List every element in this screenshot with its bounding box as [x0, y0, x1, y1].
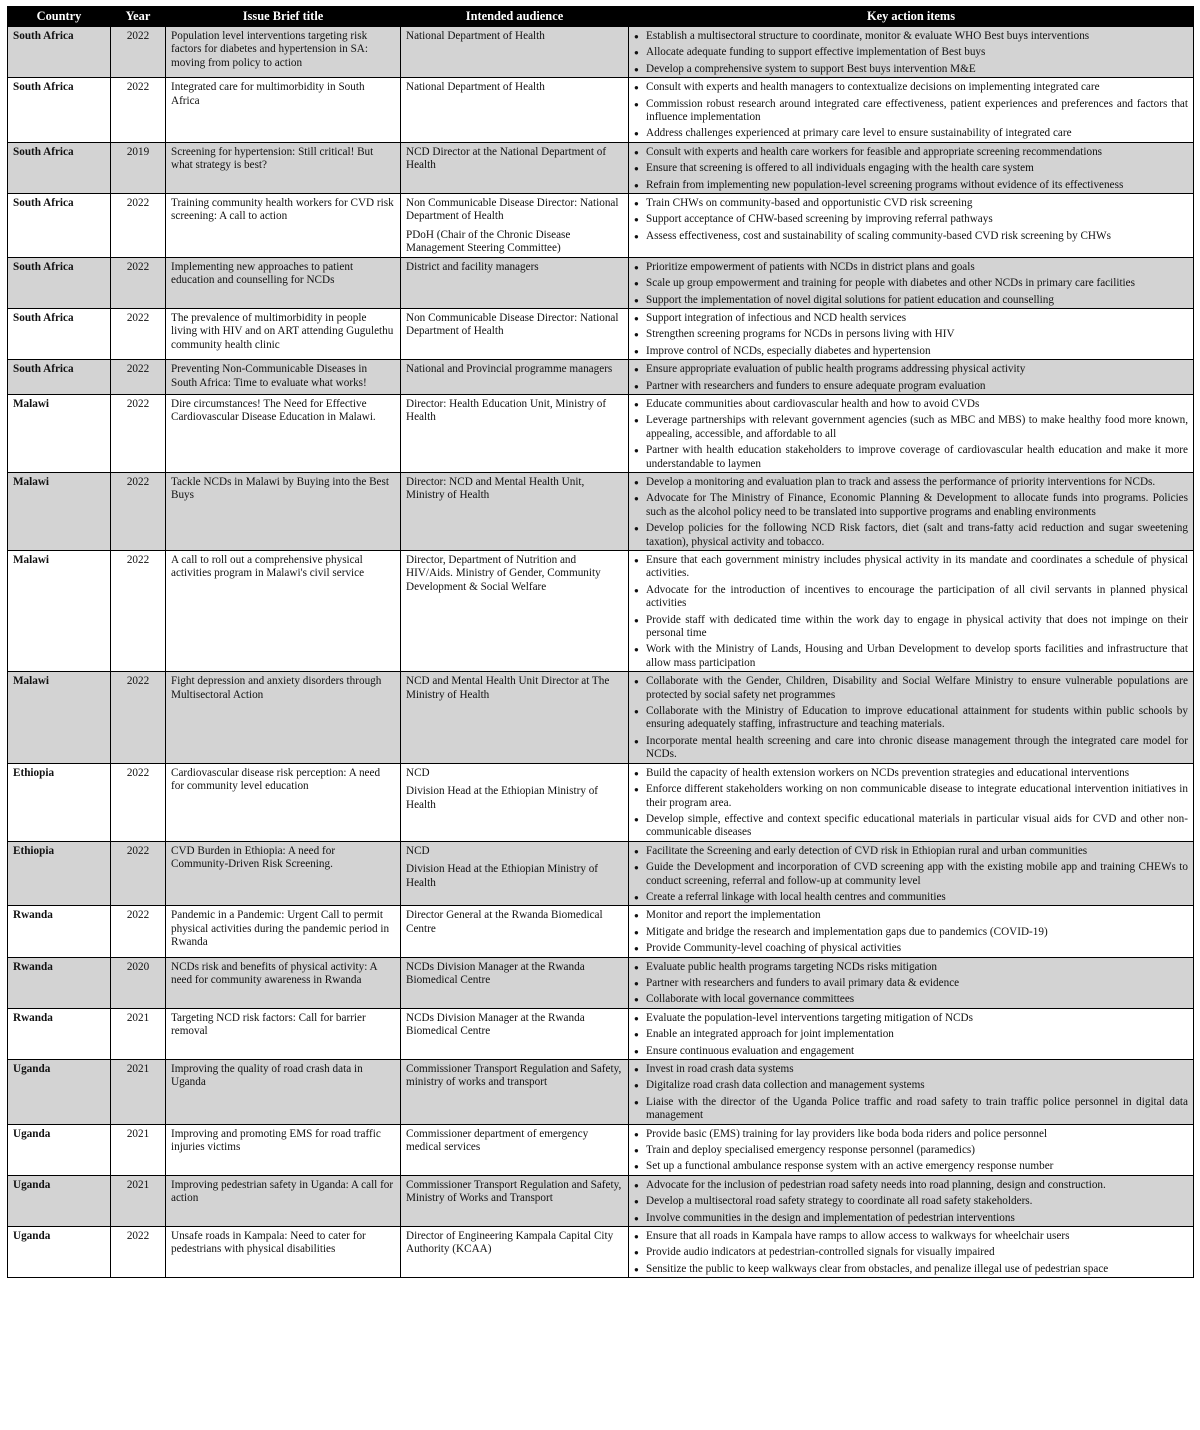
action-item: ● Support the implementation of novel digital solutions for patient education and counselling — [634, 294, 1188, 307]
action-item: ● Ensure continuous evaluation and engagement — [634, 1045, 1188, 1058]
action-item: ● Involve communities in the design and implementation of pedestrian interventions — [634, 1212, 1188, 1225]
table-row — [8, 841, 1194, 906]
title-cell: Improving the quality of road crash data in Uganda — [166, 1060, 401, 1125]
year-cell: 2022 — [111, 1227, 166, 1278]
action-item: ● Provide basic (EMS) training for lay providers like boda boda riders and police personnel — [634, 1128, 1188, 1141]
title-cell: Cardiovascular disease risk perception: A need for community level education — [166, 763, 401, 841]
country-cell: Rwanda — [8, 1008, 111, 1059]
country-cell: Malawi — [8, 472, 111, 550]
title-cell: The prevalence of multimorbidity in people living with HIV and on ART attending Gugulethu community health clinic — [166, 308, 401, 359]
title-cell: Training community health workers for CVD risk screening: A call to action — [166, 194, 401, 258]
table-row — [8, 142, 1194, 193]
table-row — [8, 1124, 1194, 1175]
action-item: ● Mitigate and bridge the research and implementation gaps due to pandemics (COVID-19) — [634, 926, 1188, 939]
action-item: ● Provide audio indicators at pedestrian-controlled signals for visually impaired — [634, 1246, 1188, 1259]
country-cell: Rwanda — [8, 906, 111, 957]
actions-cell — [629, 672, 1194, 763]
country-cell: South Africa — [8, 308, 111, 359]
action-item: ● Advocate for the introduction of incentives to encourage the participation of all civil servants in planned physical activities — [634, 584, 1188, 611]
table-row — [8, 78, 1194, 143]
action-item: ● Develop policies for the following NCD Risk factors, diet (salt and trans-fatty acid reduction and sugar sweetening taxation), physical activity and tobacco. — [634, 522, 1188, 549]
audience-line: NCD — [406, 844, 430, 857]
actions-cell — [629, 78, 1194, 143]
audience-cell — [401, 1124, 629, 1175]
table-row — [8, 194, 1194, 258]
audience-line: Director of Engineering Kampala Capital City Authority (KCAA) — [406, 1230, 614, 1256]
year-cell: 2022 — [111, 763, 166, 841]
action-item: ● Build the capacity of health extension workers on NCDs prevention strategies and educational interventions — [634, 767, 1188, 780]
audience-line: National Department of Health — [406, 30, 545, 42]
audience-line: Commissioner department of emergency medical services — [406, 1127, 589, 1154]
action-item: ● Sensitize the public to keep walkways clear from obstacles, and penalize illegal use of pedestrian space — [634, 1263, 1188, 1276]
country-cell: South Africa — [8, 257, 111, 308]
table-row — [8, 472, 1194, 550]
action-item: ● Support integration of infectious and NCD health services — [634, 312, 1188, 325]
action-item: ● Advocate for The Ministry of Finance, Economic Planning & Development to allocate funds into programs. Policies such as the alcohol policy need to be translated into supportive programs and enabling environments — [634, 492, 1188, 519]
action-list — [634, 554, 1188, 670]
issue-brief-table — [7, 6, 1194, 1278]
action-item: ● Collaborate with the Ministry of Education to improve educational attainment for students within public schools by ensuring adequately staffing, infrastructure and teaching materials. — [634, 705, 1188, 732]
action-list — [634, 909, 1188, 955]
table-row — [8, 27, 1194, 78]
action-item: ● Collaborate with local governance committees — [634, 993, 1188, 1006]
actions-cell — [629, 1175, 1194, 1226]
action-item: ● Ensure that each government ministry includes physical activity in its mandate and coordinates a schedule of physical activities. — [634, 554, 1188, 581]
actions-cell — [629, 841, 1194, 906]
year-cell: 2022 — [111, 551, 166, 672]
year-cell: 2022 — [111, 78, 166, 143]
action-item: ● Assess effectiveness, cost and sustainability of scaling community-based CVD risk screening by CHWs — [634, 230, 1188, 243]
action-item: ● Monitor and report the implementation — [634, 909, 1188, 922]
title-cell: Population level interventions targeting risk factors for diabetes and hypertension in SA: moving from policy to action — [166, 27, 401, 78]
action-list — [634, 81, 1188, 141]
year-cell: 2021 — [111, 1124, 166, 1175]
action-item: ● Enforce different stakeholders working on non communicable disease to integrate educational intervention initiatives in their program area. — [634, 783, 1188, 810]
country-cell: Uganda — [8, 1227, 111, 1278]
audience-line: Director: Health Education Unit, Ministry of Health — [406, 397, 607, 424]
country-cell: South Africa — [8, 360, 111, 395]
actions-cell — [629, 142, 1194, 193]
action-item: ● Evaluate public health programs targeting NCDs risks mitigation — [634, 961, 1188, 974]
audience-line: NCD Director at the National Department of Health — [406, 145, 607, 172]
action-item: ● Liaise with the director of the Uganda Police traffic and road safety to train traffic police personnel in digital data management — [634, 1096, 1188, 1123]
action-item: ● Refrain from implementing new population-level screening programs without evidence of its effectiveness — [634, 179, 1188, 192]
audience-line: Director: NCD and Mental Health Unit, Ministry of Health — [406, 475, 585, 502]
action-list — [634, 845, 1188, 905]
action-item: ● Commission robust research around integrated care effectiveness, patient experiences and preferences and factors that influence implementation — [634, 98, 1188, 125]
country-cell: Ethiopia — [8, 841, 111, 906]
country-cell: Rwanda — [8, 957, 111, 1008]
title-cell: Integrated care for multimorbidity in South Africa — [166, 78, 401, 143]
year-cell: 2022 — [111, 257, 166, 308]
action-item: ● Set up a functional ambulance response system with an active emergency response number — [634, 1160, 1188, 1173]
action-list — [634, 1063, 1188, 1123]
year-cell: 2022 — [111, 672, 166, 763]
action-item: ● Provide Community-level coaching of physical activities — [634, 942, 1188, 955]
actions-cell — [629, 360, 1194, 395]
action-item: ● Prioritize empowerment of patients with NCDs in district plans and goals — [634, 261, 1188, 274]
actions-cell — [629, 906, 1194, 957]
table-row — [8, 1175, 1194, 1226]
audience-cell — [401, 394, 629, 472]
header-audience: Intended audience — [401, 7, 629, 27]
country-cell: Uganda — [8, 1175, 111, 1226]
table-row — [8, 551, 1194, 672]
table-row — [8, 906, 1194, 957]
audience-line: NCDs Division Manager at the Rwanda Biomedical Centre — [406, 960, 585, 986]
action-item: ● Improve control of NCDs, especially diabetes and hypertension — [634, 345, 1188, 358]
action-list — [634, 261, 1188, 307]
audience-cell — [401, 841, 629, 906]
country-cell: South Africa — [8, 194, 111, 258]
action-item: ● Leverage partnerships with relevant government agencies (such as MBC and MBS) to make healthy food more known, appealing, accessible, and affordable to all — [634, 414, 1188, 441]
action-item: ● Incorporate mental health screening and care into chronic disease management through the integrated care model for NCDs. — [634, 735, 1188, 762]
audience-cell — [401, 78, 629, 143]
audience-line: Division Head at the Ethiopian Ministry of Health — [406, 785, 599, 811]
country-cell: Malawi — [8, 551, 111, 672]
title-cell: CVD Burden in Ethiopia: A need for Community-Driven Risk Screening. — [166, 841, 401, 906]
actions-cell — [629, 257, 1194, 308]
title-cell: Implementing new approaches to patient education and counselling for NCDs — [166, 257, 401, 308]
title-cell: Improving pedestrian safety in Uganda: A call for action — [166, 1175, 401, 1226]
header-country: Country — [8, 7, 111, 27]
audience-line: National Department of Health — [406, 81, 545, 94]
action-item: ● Provide staff with dedicated time within the work day to engage in physical activity that does not impinge on their personal time — [634, 614, 1188, 641]
audience-cell — [401, 906, 629, 957]
action-list — [634, 675, 1188, 761]
action-item: ● Partner with health education stakeholders to improve coverage of cardiovascular health education and make it more understandable to laymen — [634, 444, 1188, 471]
audience-cell — [401, 360, 629, 395]
country-cell: South Africa — [8, 27, 111, 78]
action-item: ● Facilitate the Screening and early detection of CVD risk in Ethiopian rural and urban communities — [634, 845, 1188, 858]
table-row — [8, 1227, 1194, 1278]
action-item: ● Strengthen screening programs for NCDs in persons living with HIV — [634, 328, 1188, 341]
action-item: ● Develop a multisectoral road safety strategy to coordinate all road safety stakeholders. — [634, 1195, 1188, 1208]
header-title: Issue Brief title — [166, 7, 401, 27]
title-cell: A call to roll out a comprehensive physical activities program in Malawi's civil service — [166, 551, 401, 672]
action-item: ● Digitalize road crash data collection and management systems — [634, 1079, 1188, 1092]
action-item: ● Consult with experts and health managers to contextualize decisions on implementing integrated care — [634, 81, 1188, 94]
audience-cell — [401, 27, 629, 78]
audience-line: District and facility managers — [406, 260, 539, 273]
action-list — [634, 398, 1188, 471]
audience-cell — [401, 672, 629, 763]
actions-cell — [629, 957, 1194, 1008]
action-item: ● Create a referral linkage with local health centres and communities — [634, 891, 1188, 904]
audience-line: Non Communicable Disease Director: National Department of Health — [406, 311, 619, 338]
action-list — [634, 961, 1188, 1007]
action-list — [634, 1179, 1188, 1225]
action-item: ● Invest in road crash data systems — [634, 1063, 1188, 1076]
table-row — [8, 672, 1194, 763]
action-list — [634, 30, 1188, 76]
year-cell: 2022 — [111, 472, 166, 550]
country-cell: Uganda — [8, 1124, 111, 1175]
action-list — [634, 767, 1188, 840]
year-cell: 2022 — [111, 394, 166, 472]
action-item: ● Enable an integrated approach for joint implementation — [634, 1028, 1188, 1041]
action-item: ● Partner with researchers and funders to ensure adequate program evaluation — [634, 380, 1188, 393]
action-item: ● Evaluate the population-level interventions targeting mitigation of NCDs — [634, 1012, 1188, 1025]
audience-cell — [401, 194, 629, 258]
year-cell: 2020 — [111, 957, 166, 1008]
header-actions: Key action items — [629, 7, 1194, 27]
action-item: ● Allocate adequate funding to support effective implementation of Best buys — [634, 46, 1188, 59]
table-row — [8, 394, 1194, 472]
audience-cell — [401, 1008, 629, 1059]
actions-cell — [629, 472, 1194, 550]
audience-cell — [401, 551, 629, 672]
title-cell: Preventing Non-Communicable Diseases in South Africa: Time to evaluate what works! — [166, 360, 401, 395]
audience-line: NCD — [406, 766, 430, 779]
country-cell: Malawi — [8, 394, 111, 472]
actions-cell — [629, 27, 1194, 78]
audience-line: National and Provincial programme managers — [406, 363, 613, 376]
actions-cell — [629, 308, 1194, 359]
action-item: ● Collaborate with the Gender, Children, Disability and Social Welfare Ministry to ensure vulnerable populations are protected by social safety net programmes — [634, 675, 1188, 702]
year-cell: 2021 — [111, 1175, 166, 1226]
action-list — [634, 1230, 1188, 1276]
year-cell: 2022 — [111, 194, 166, 258]
table-row — [8, 257, 1194, 308]
audience-line: Director, Department of Nutrition and HIV/Aids. Ministry of Gender, Community Development & Social Welfare — [406, 554, 601, 593]
action-list — [634, 363, 1188, 393]
audience-cell — [401, 257, 629, 308]
action-list — [634, 476, 1188, 549]
year-cell: 2022 — [111, 308, 166, 359]
country-cell: Ethiopia — [8, 763, 111, 841]
actions-cell — [629, 1008, 1194, 1059]
title-cell: Improving and promoting EMS for road traffic injuries victims — [166, 1124, 401, 1175]
action-item: ● Partner with researchers and funders to avail primary data & evidence — [634, 977, 1188, 990]
action-item: ● Consult with experts and health care workers for feasible and appropriate screening recommendations — [634, 146, 1188, 159]
actions-cell — [629, 551, 1194, 672]
country-cell: South Africa — [8, 142, 111, 193]
audience-cell — [401, 1060, 629, 1125]
action-item: ● Guide the Development and incorporation of CVD screening app with the existing mobile app and training CHEWs to conduct screening, referral and follow-up at community level — [634, 861, 1188, 888]
audience-cell — [401, 763, 629, 841]
table-row — [8, 1008, 1194, 1059]
title-cell: Fight depression and anxiety disorders through Multisectoral Action — [166, 672, 401, 763]
action-item: ● Ensure appropriate evaluation of public health programs addressing physical activity — [634, 363, 1188, 376]
header-row — [8, 7, 1194, 27]
action-item: ● Advocate for the inclusion of pedestrian road safety needs into road planning, design and construction. — [634, 1179, 1188, 1192]
action-list — [634, 1128, 1188, 1174]
action-item: ● Establish a multisectoral structure to coordinate, monitor & evaluate WHO Best buys interventions — [634, 30, 1188, 43]
audience-cell — [401, 472, 629, 550]
action-list — [634, 146, 1188, 192]
table-body — [8, 27, 1194, 1278]
actions-cell — [629, 763, 1194, 841]
action-list — [634, 197, 1188, 243]
table-row — [8, 308, 1194, 359]
audience-cell — [401, 308, 629, 359]
action-item: ● Educate communities about cardiovascular health and how to avoid CVDs — [634, 398, 1188, 411]
table-row — [8, 360, 1194, 395]
action-item: ● Develop a comprehensive system to support Best buys intervention M&E — [634, 63, 1188, 76]
title-cell: Tackle NCDs in Malawi by Buying into the Best Buys — [166, 472, 401, 550]
issue-brief-table-container — [7, 6, 1193, 1278]
title-cell: Unsafe roads in Kampala: Need to cater for pedestrians with physical disabilities — [166, 1227, 401, 1278]
action-item: ● Train CHWs on community-based and opportunistic CVD risk screening — [634, 197, 1188, 210]
title-cell: Targeting NCD risk factors: Call for barrier removal — [166, 1008, 401, 1059]
actions-cell — [629, 194, 1194, 258]
title-cell: NCDs risk and benefits of physical activity: A need for community awareness in Rwanda — [166, 957, 401, 1008]
audience-cell — [401, 1227, 629, 1278]
action-item: ● Ensure that all roads in Kampala have ramps to allow access to walkways for wheelchair users — [634, 1230, 1188, 1243]
actions-cell — [629, 394, 1194, 472]
year-cell: 2019 — [111, 142, 166, 193]
year-cell: 2022 — [111, 906, 166, 957]
audience-line: Commissioner Transport Regulation and Safety, ministry of works and transport — [406, 1063, 622, 1089]
action-item: ● Scale up group empowerment and training for people with diabetes and other NCDs in primary care facilities — [634, 277, 1188, 290]
audience-line: Director General at the Rwanda Biomedical Centre — [406, 909, 603, 935]
table-row — [8, 1060, 1194, 1125]
audience-line: NCDs Division Manager at the Rwanda Biomedical Centre — [406, 1011, 585, 1038]
actions-cell — [629, 1227, 1194, 1278]
table-row — [8, 763, 1194, 841]
action-item: ● Train and deploy specialised emergency response personnel (paramedics) — [634, 1144, 1188, 1157]
country-cell: Malawi — [8, 672, 111, 763]
action-item: ● Work with the Ministry of Lands, Housing and Urban Development to develop sports facilities and infrastructure that allow mass participation — [634, 643, 1188, 670]
country-cell: Uganda — [8, 1060, 111, 1125]
title-cell: Screening for hypertension: Still critical! But what strategy is best? — [166, 142, 401, 193]
actions-cell — [629, 1124, 1194, 1175]
table-row — [8, 957, 1194, 1008]
country-cell: South Africa — [8, 78, 111, 143]
audience-cell — [401, 957, 629, 1008]
action-list — [634, 1012, 1188, 1058]
action-item: ● Address challenges experienced at primary care level to ensure sustainability of integrated care — [634, 127, 1188, 140]
action-item: ● Develop a monitoring and evaluation plan to track and assess the performance of priority interventions for NCDs. — [634, 476, 1188, 489]
title-cell: Dire circumstances! The Need for Effective Cardiovascular Disease Education in Malawi. — [166, 394, 401, 472]
year-cell: 2022 — [111, 27, 166, 78]
audience-line: Commissioner Transport Regulation and Safety, Ministry of Works and Transport — [406, 1178, 622, 1205]
audience-line: Non Communicable Disease Director: National Department of Health — [406, 197, 619, 223]
header-year: Year — [111, 7, 166, 27]
audience-cell — [401, 142, 629, 193]
action-item: ● Develop simple, effective and context specific educational materials in particular visual aids for CVD and other non-communicable diseases — [634, 813, 1188, 840]
action-item: ● Ensure that screening is offered to all individuals engaging with the health care system — [634, 162, 1188, 175]
action-item: ● Support acceptance of CHW-based screening by improving referral pathways — [634, 213, 1188, 226]
audience-line: Division Head at the Ethiopian Ministry of Health — [406, 863, 599, 889]
year-cell: 2021 — [111, 1008, 166, 1059]
audience-line: PDoH (Chair of the Chronic Disease Management Steering Committee) — [406, 228, 571, 255]
action-list — [634, 312, 1188, 358]
audience-line: NCD and Mental Health Unit Director at The Ministry of Health — [406, 675, 610, 701]
year-cell: 2022 — [111, 841, 166, 906]
year-cell: 2022 — [111, 360, 166, 395]
audience-cell — [401, 1175, 629, 1226]
title-cell: Pandemic in a Pandemic: Urgent Call to permit physical activities during the pandemic period in Rwanda — [166, 906, 401, 957]
actions-cell — [629, 1060, 1194, 1125]
year-cell: 2021 — [111, 1060, 166, 1125]
